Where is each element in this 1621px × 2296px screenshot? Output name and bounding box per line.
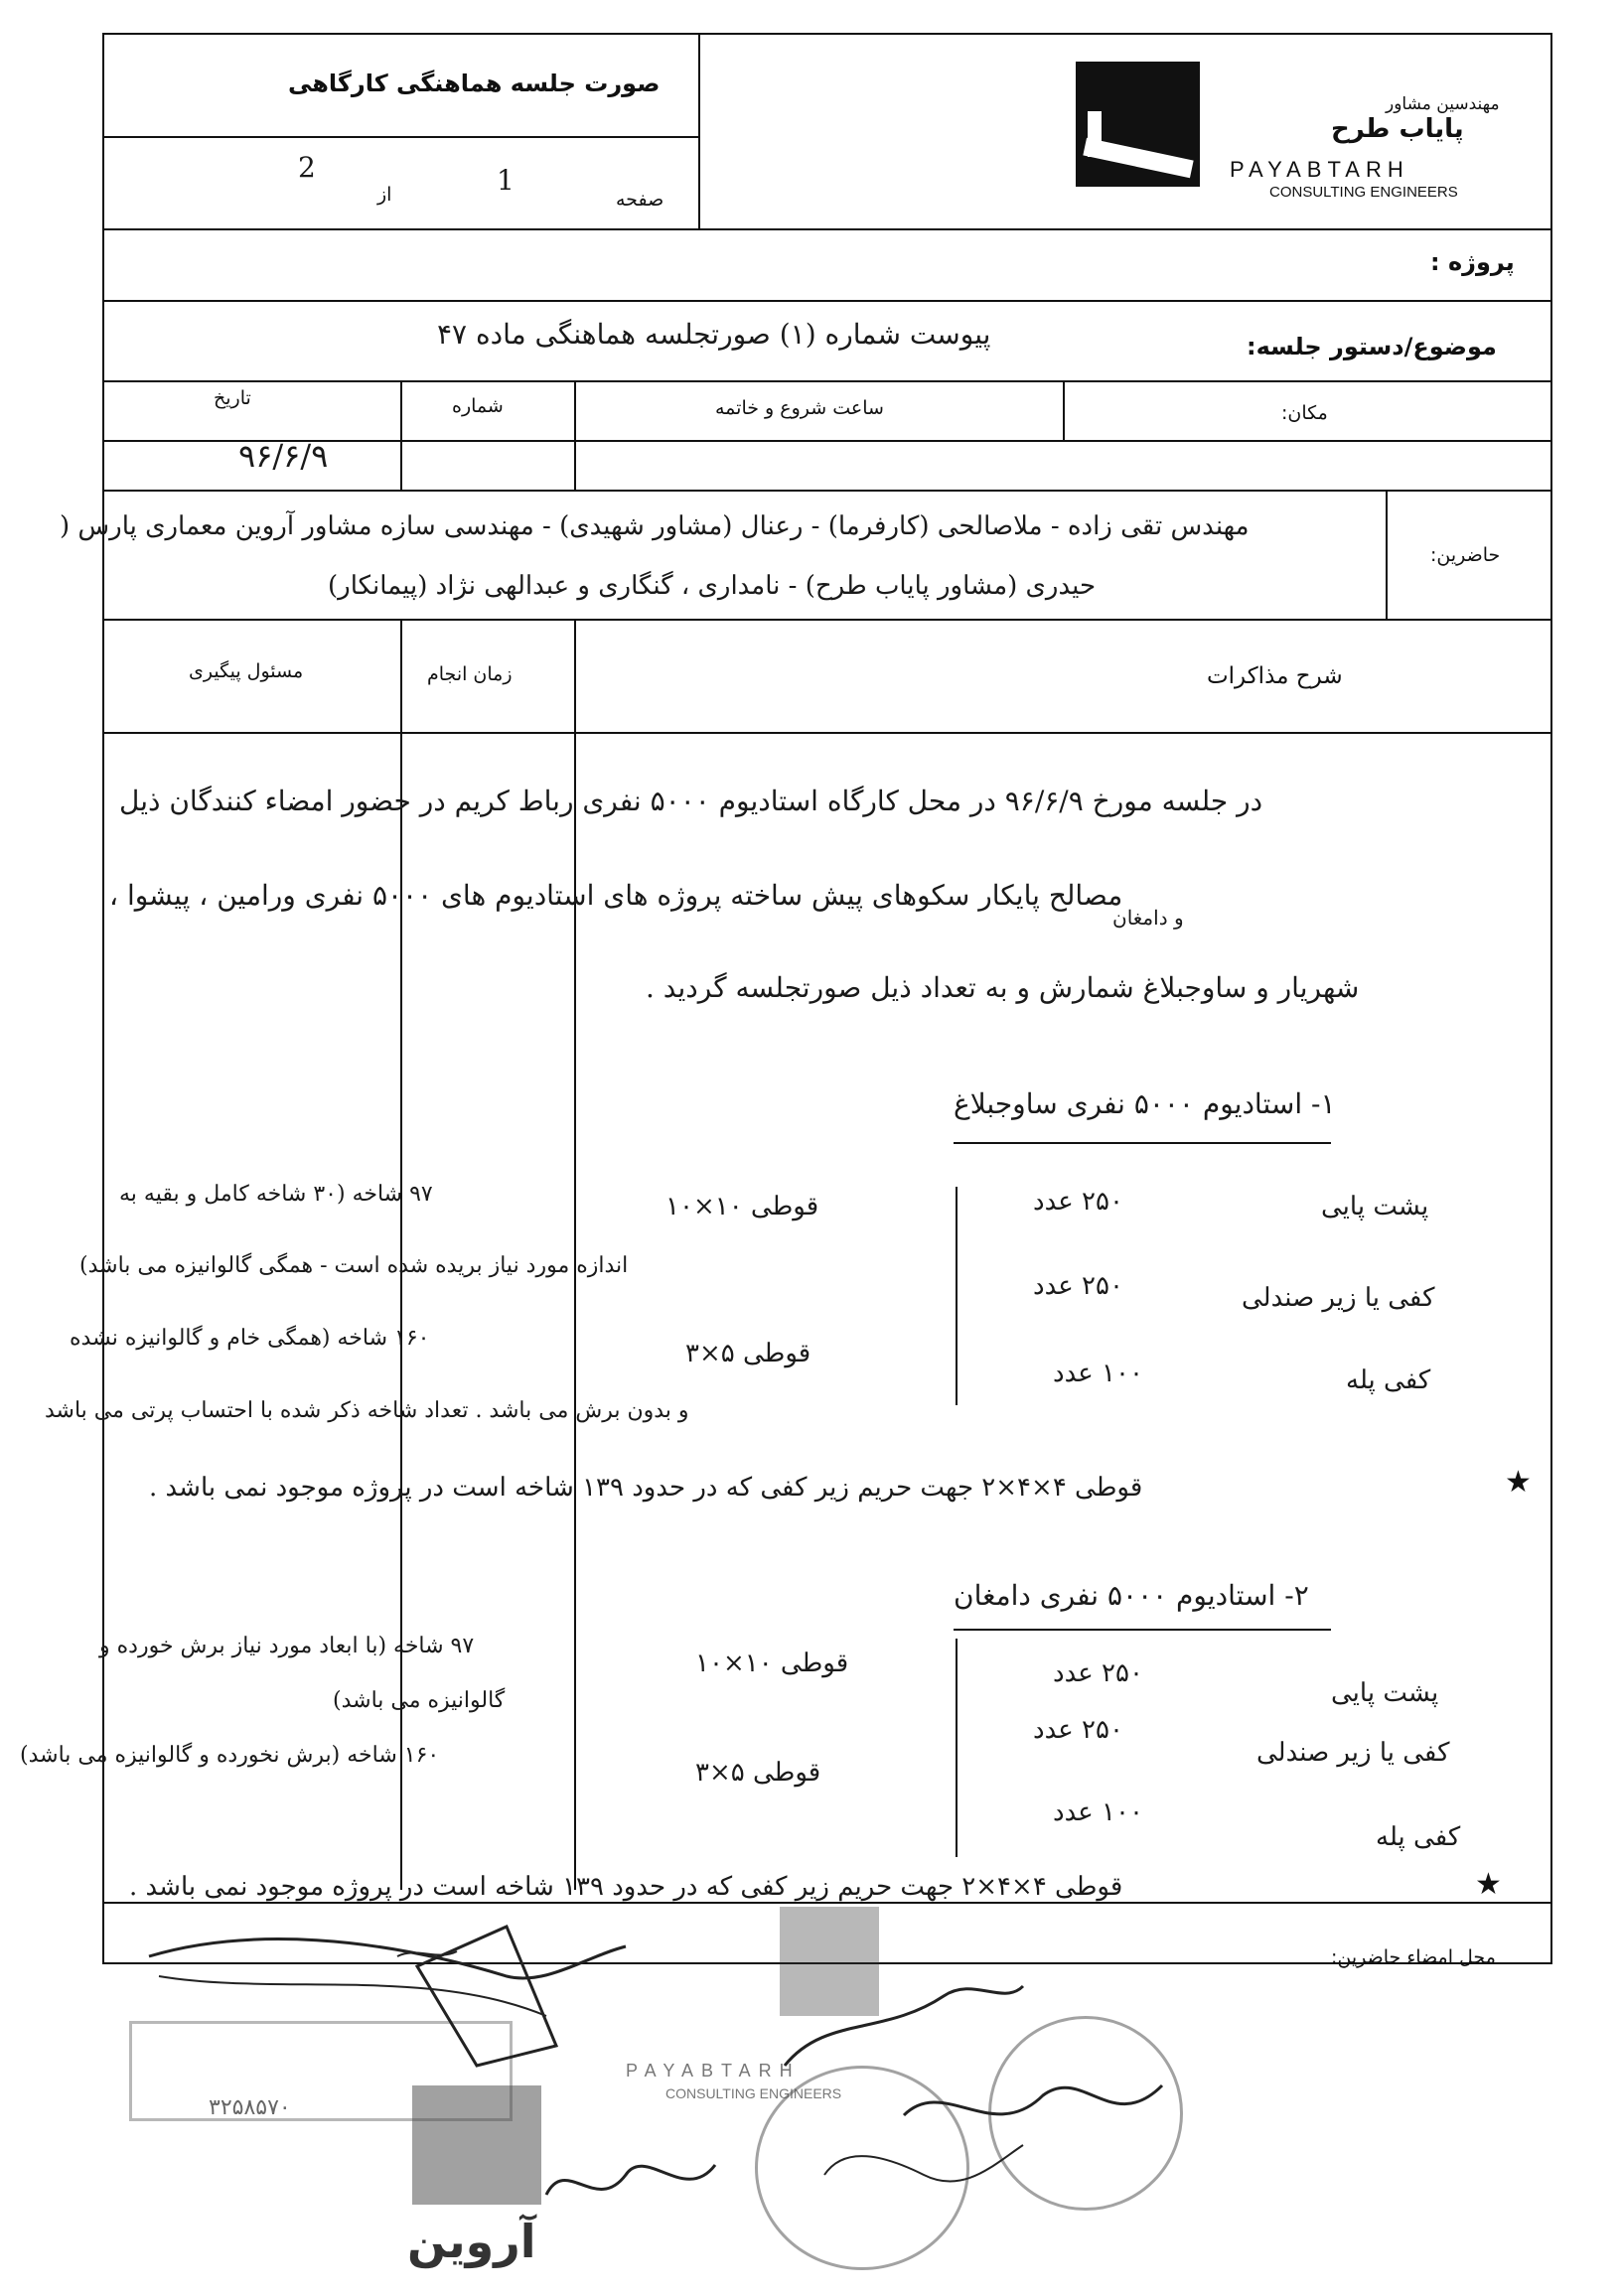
meta-bottom-line — [102, 490, 1552, 492]
company-sub-en: CONSULTING ENGINEERS — [1269, 184, 1458, 201]
s1-profile2-note2: و بدون برش می باشد . تعداد شاخه ذکر شده با احتساب پرتی می باشد — [45, 1398, 689, 1423]
time-label: ساعت شروع و خاتمه — [715, 397, 884, 419]
of-label: از — [377, 184, 392, 206]
page-number: 1 — [497, 164, 515, 197]
subject-bottom-line — [102, 380, 1552, 382]
s2-item1-qty: ۲۵۰ عدد — [1053, 1658, 1143, 1688]
attendees-line-1: مهندس تقی زاده - ملاصالحی (کارفرما) - رعنال (مشاور شهیدی) - مهندسی سازه مشاور آروین معماری پارس ( — [60, 511, 1250, 541]
section2-title: ۲- استادیوم ۵۰۰۰ نفری دامغان — [954, 1579, 1309, 1612]
contractor-logo-text: آروین — [407, 2215, 536, 2268]
intro-line-3: شهریار و ساوجبلاغ شمارش و به تعداد ذیل صورتجلسه گردید . — [646, 971, 1360, 1004]
section2-bracket — [956, 1639, 958, 1857]
meta-divider-1 — [400, 380, 402, 490]
project-bottom-line — [102, 300, 1552, 302]
s1-item2-name: کفی یا زیر صندلی — [1242, 1283, 1435, 1313]
project-label: پروژه : — [1430, 248, 1515, 276]
signature-label: محل امضاء حاضرین: — [1331, 1946, 1496, 1968]
star-icon-1: ★ — [1505, 1465, 1532, 1500]
s1-profile1-note2: اندازه مورد نیاز بریده شده است - همگی گالوانیزه می باشد) — [79, 1253, 629, 1278]
discussion-header: شرح مذاکرات — [1207, 663, 1343, 689]
date-value: ۹۶/۶/۹ — [238, 437, 329, 475]
company-name-fa: پایاب طرح — [1331, 114, 1464, 144]
attendees-line-2: حیدری (مشاور پایاب طرح) - نامداری ، گنگاری و عبدالهی نژاد (پیمانکار) — [328, 571, 1097, 601]
number-label: شماره — [452, 395, 504, 417]
place-label: مکان: — [1281, 402, 1328, 424]
meta-divider-2 — [574, 380, 576, 490]
s1-item1-qty: ۲۵۰ عدد — [1033, 1187, 1123, 1217]
doc-title: صورت جلسه هماهنگی کارگاهی — [288, 70, 661, 97]
columns-header-bottom — [102, 732, 1552, 734]
handwritten-signatures — [129, 1917, 1222, 2294]
s1-profile2-note: ۱۶۰ شاخه (همگی خام و گالوانیزه نشده — [70, 1326, 430, 1351]
s1-profile2: قوطی ۵×۳ — [685, 1339, 811, 1368]
company-name-en: PAYABTARH — [1230, 157, 1409, 182]
s1-item1-name: پشت پایی — [1321, 1192, 1429, 1221]
deadline-header: زمان انجام — [427, 663, 513, 685]
section1-title: ۱- استادیوم ۵۰۰۰ نفری ساوجبلاغ — [954, 1087, 1336, 1120]
s2-profile2: قوطی ۵×۳ — [695, 1758, 821, 1788]
section2-star-note: قوطی ۴×۴×۲ جهت حریم زیر کفی که در حدود ۱۳۹ شاخه است در پروژه موجود نمی باشد . — [129, 1872, 1123, 1902]
section1-underline — [954, 1142, 1331, 1144]
stamp-company-en: PAYABTARH — [626, 2061, 801, 2081]
stamp-sub-en: CONSULTING ENGINEERS — [665, 2085, 842, 2101]
header-vertical-divider — [698, 33, 700, 228]
intro-line-2: مصالح پایکار سکوهای پیش ساخته پروژه های استادیوم های ۵۰۰۰ نفری ورامین ، پیشوا ، — [109, 879, 1123, 912]
s1-item2-qty: ۲۵۰ عدد — [1033, 1271, 1123, 1301]
page-label: صفحه — [616, 189, 664, 211]
s1-item3-qty: ۱۰۰ عدد — [1053, 1359, 1143, 1388]
s1-item3-name: کفی پله — [1346, 1365, 1431, 1395]
section1-bracket — [956, 1187, 958, 1405]
meta-divider-3 — [1063, 380, 1065, 440]
s1-profile1-note: ۹۷ شاخه (۳۰ شاخه کامل و بقیه به — [119, 1182, 433, 1207]
s2-profile1: قوطی ۱۰×۱۰ — [695, 1649, 849, 1678]
signature-divider — [102, 1902, 1552, 1904]
s2-profile1-note2: گالوانیزه می باشد) — [333, 1688, 506, 1713]
intro-line-1: در جلسه مورخ ۹۶/۶/۹ در محل کارگاه استادیوم ۵۰۰۰ نفری رباط کریم در حضور امضاء کنندگان ذیل — [119, 785, 1263, 817]
s2-profile2-note: ۱۶۰ شاخه (برش نخورده و گالوانیزه می باشد) — [20, 1743, 440, 1768]
attendees-label: حاضرین: — [1430, 544, 1501, 566]
contractor-phone: ۳۲۵۸۵۷۰ — [209, 2095, 291, 2120]
payabtarh-logo — [1076, 62, 1200, 187]
s1-profile1: قوطی ۱۰×۱۰ — [665, 1192, 819, 1221]
intro-insert: و دامغان — [1112, 906, 1184, 930]
s2-item2-qty: ۲۵۰ عدد — [1033, 1715, 1123, 1745]
header-bottom-line — [102, 228, 1552, 230]
subject-label: موضوع/دستور جلسه: — [1247, 333, 1497, 360]
company-tag: مهندسین مشاور — [1386, 94, 1500, 114]
section1-star-note: قوطی ۴×۴×۲ جهت حریم زیر کفی که در حدود ۱۳۹ شاخه است در پروژه موجود نمی باشد . — [149, 1473, 1143, 1503]
s2-item3-qty: ۱۰۰ عدد — [1053, 1797, 1143, 1827]
logo-slash — [1083, 138, 1193, 178]
s2-profile1-note: ۹۷ شاخه (با ابعاد مورد نیاز برش خورده و — [99, 1634, 475, 1658]
subject-value: پیوست شماره (۱) صورتجلسه هماهنگی ماده ۴۷ — [437, 318, 991, 351]
page-total: 2 — [298, 151, 316, 184]
responsible-header: مسئول پیگیری — [189, 660, 304, 682]
s2-item3-name: کفی پله — [1376, 1822, 1461, 1852]
s2-item1-name: پشت پایی — [1331, 1678, 1439, 1708]
star-icon-2: ★ — [1475, 1867, 1502, 1902]
attendees-divider — [1386, 490, 1388, 619]
attendees-bottom-line — [102, 619, 1552, 621]
section2-underline — [954, 1629, 1331, 1631]
s2-item2-name: کفی یا زیر صندلی — [1256, 1738, 1450, 1768]
header-divider — [102, 136, 698, 138]
date-label: تاریخ — [214, 387, 251, 409]
